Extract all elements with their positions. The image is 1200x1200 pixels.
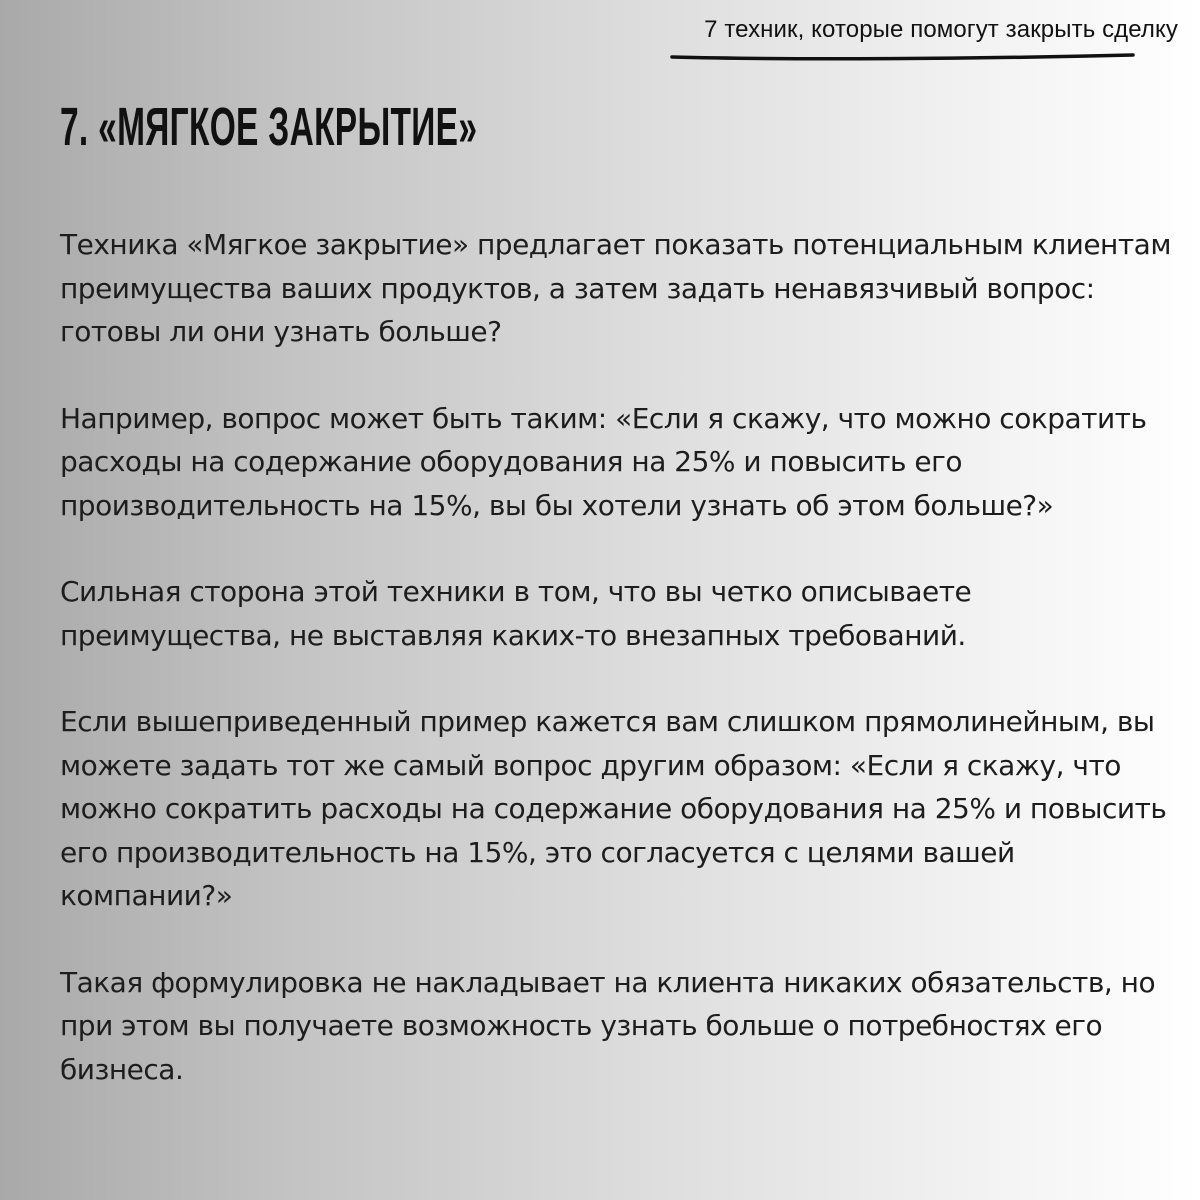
paragraph-example: Например, вопрос может быть таким: «Если я скажу, что можно сократить расходы на содержание оборудования на 25% и повысить его производительность на 15%, вы бы хотели узнать об этом больше?»: [60, 401, 1147, 522]
article-body: [60, 223, 1178, 1134]
header-tag: 7 техник, которые помогут закрыть сделку: [704, 16, 1178, 43]
page-title: 7. «МЯГКОЕ ЗАКРЫТИЕ»: [60, 97, 478, 157]
paragraph-strength: Сильная сторона этой техники в том, что вы четко описываете преимущества, не выставляя каких-то внезапных требований.: [60, 575, 972, 652]
header-underline: [670, 51, 1135, 63]
paragraph-alternative: Если вышеприведенный пример кажется вам слишком прямолинейным, вы можете задать тот же самый вопрос другим образом: «Если я скажу, что можно сократить расходы на содержание оборудования на 25% и повысить его производительность на 15%, это согласуется с целями вашей компании?»: [60, 705, 1167, 912]
paragraph-intro: Техника «Мягкое закрытие» предлагает показать потенциальным клиентам преимущества ваших продуктов, а затем задать ненавязчивый вопрос: готовы ли они узнать больше?: [60, 228, 1171, 348]
paragraph-conclusion: Такая формулировка не накладывает на клиента никаких обязательств, но при этом вы получаете возможность узнать больше о потребностях его бизнеса.: [60, 965, 1156, 1086]
